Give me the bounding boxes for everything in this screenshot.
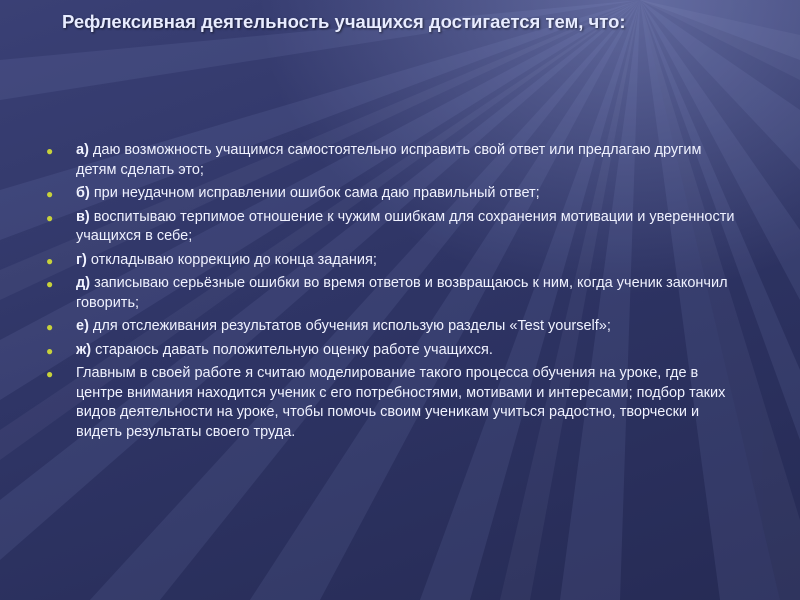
list-item [40, 364, 740, 442]
list-item [40, 251, 740, 271]
bullet-icon: ● [46, 253, 54, 268]
item-text: при неудачном исправлении ошибок сама даю правильный ответ; [89, 185, 540, 201]
item-letter: в) [76, 208, 90, 225]
item-letter: а) [76, 142, 89, 158]
list-item [40, 141, 740, 180]
list-item [40, 317, 740, 337]
bullet-icon: ● [46, 343, 54, 358]
item-letter: б) [76, 185, 90, 201]
item-text: даю возможность учащимся самостоятельно исправить свой ответ или предлагаю другим детям сделать это; [76, 142, 702, 178]
item-letter: д) [76, 275, 91, 291]
list-item [40, 274, 740, 313]
item-text: стараюсь давать положительную оценку работе учащихся. [91, 341, 493, 358]
bullet-icon: ● [46, 144, 54, 158]
item-text: воспитываю терпимое отношение к чужим ошибкам для сохранения мотивации и уверенности учащихся в себе; [76, 208, 735, 244]
item-text: откладываю коррекцию до конца задания; [86, 251, 377, 268]
bullet-icon: ● [46, 187, 54, 201]
item-letter: е) [76, 318, 89, 334]
bullet-icon: ● [46, 277, 54, 291]
item-text: для отслеживания результатов обучения использую разделы «Test yourself»; [88, 318, 611, 334]
bullet-list [40, 141, 740, 446]
item-text: записываю серьёзные ошибки во время ответов и возвращаюсь к ним, когда ученик закончил говорить; [76, 275, 728, 311]
bullet-icon: ● [46, 210, 54, 225]
bullet-icon: ● [46, 367, 54, 381]
item-letter: г) [76, 251, 87, 268]
list-item [40, 208, 740, 247]
bullet-icon: ● [46, 320, 54, 334]
list-item [40, 184, 740, 204]
slide-title: Рефлексивная деятельность учащихся достигается тем, что: [62, 11, 626, 32]
list-item [40, 341, 740, 361]
item-letter: ж) [76, 341, 92, 358]
item-text: Главным в своей работе я считаю моделирование такого процесса обучения на уроке, где в центре внимания находится ученик с его потребностями, мотивами и интересами; подбор таких видов деятельности на уроке, чтобы помочь своим ученикам учиться радостно, творчески и видеть результаты своего труда. [76, 365, 726, 440]
